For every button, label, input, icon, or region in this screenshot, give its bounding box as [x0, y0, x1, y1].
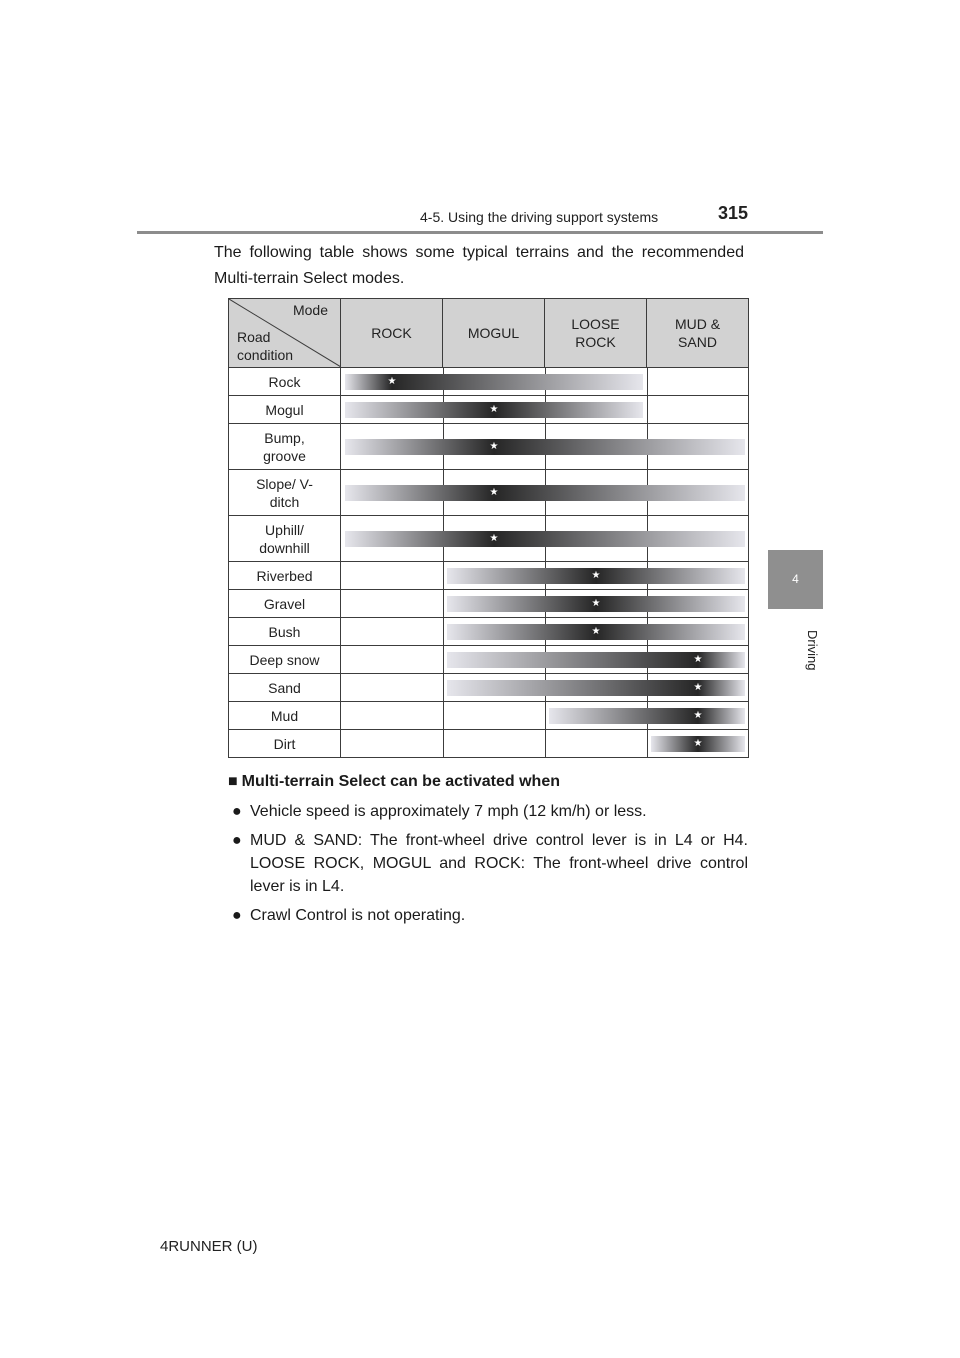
condition-cell — [229, 516, 341, 562]
table-body — [229, 368, 749, 758]
column-divider — [647, 368, 648, 395]
mode-range-bar — [447, 596, 745, 612]
mode-header-label: MUD & SAND — [674, 316, 721, 350]
table-row — [229, 424, 749, 470]
page-number: 315 — [718, 203, 749, 223]
column-divider — [545, 702, 546, 729]
condition-cell — [229, 674, 341, 702]
mode-header-rock — [341, 299, 443, 368]
mode-header-label: ROCK — [371, 325, 412, 341]
square-marker-icon: ■ — [228, 773, 238, 790]
mode-range-bar — [345, 531, 745, 547]
condition-label: Riverbed — [256, 567, 313, 584]
recommended-star-icon: ★ — [591, 597, 601, 609]
recommended-star-icon: ★ — [693, 737, 703, 749]
mode-range-bar — [447, 652, 745, 668]
mode-range-cell — [341, 618, 749, 646]
mode-range-cell — [341, 470, 749, 516]
note-bullet-text: MUD & SAND: The front-wheel drive control lever is in L4 or H4. LOOSE ROCK, MOGUL and ROCK: The front-wheel drive control lever is in L4. — [250, 832, 748, 895]
activation-notes — [228, 770, 748, 927]
column-divider — [647, 730, 648, 757]
condition-label: Deep snow — [249, 651, 320, 668]
table-row — [229, 730, 749, 758]
condition-label: Sand — [268, 679, 301, 696]
mode-range-bar — [345, 485, 745, 501]
table-row — [229, 702, 749, 730]
column-divider — [647, 396, 648, 423]
mode-range-cell — [341, 730, 749, 758]
mode-range-bar — [345, 374, 643, 390]
condition-cell — [229, 730, 341, 758]
column-divider — [443, 702, 444, 729]
recommended-star-icon: ★ — [489, 532, 499, 544]
table-corner-cell — [229, 299, 341, 368]
column-divider — [545, 730, 546, 757]
mode-range-bar — [651, 736, 745, 752]
note-bullet — [228, 829, 748, 898]
mode-range-cell — [341, 396, 749, 424]
condition-label: Slope/ V-ditch — [256, 475, 313, 510]
condition-cell — [229, 396, 341, 424]
column-divider — [443, 730, 444, 757]
mode-range-cell — [341, 646, 749, 674]
condition-label: Mogul — [265, 401, 304, 418]
condition-cell — [229, 470, 341, 516]
column-divider — [443, 618, 444, 645]
mode-range-bar — [447, 568, 745, 584]
mode-header-label: MOGUL — [467, 325, 520, 341]
mode-range-cell — [341, 562, 749, 590]
notes-heading — [228, 770, 748, 794]
table-row — [229, 396, 749, 424]
intro-paragraph: The following table shows some typical terrains and the recommended Multi-terrain Select modes. — [214, 244, 744, 287]
condition-cell — [229, 646, 341, 674]
bullet-icon: ● — [232, 803, 242, 820]
table-row — [229, 646, 749, 674]
mode-range-bar — [447, 624, 745, 640]
mode-range-cell — [341, 674, 749, 702]
note-bullet-text: Vehicle speed is approximately 7 mph (12 km/h) or less. — [250, 803, 647, 820]
condition-label: Uphill/ downhill — [259, 521, 310, 556]
condition-label: Mud — [270, 707, 299, 724]
recommended-star-icon: ★ — [591, 625, 601, 637]
condition-cell — [229, 702, 341, 730]
condition-cell — [229, 368, 341, 396]
recommended-star-icon: ★ — [489, 440, 499, 452]
condition-cell — [229, 618, 341, 646]
column-divider — [443, 646, 444, 673]
mode-header-label: LOOSE ROCK — [571, 316, 620, 350]
header-divider — [137, 231, 823, 234]
condition-label: Bush — [268, 623, 301, 640]
column-divider — [443, 674, 444, 701]
chapter-tab: 4 — [768, 550, 823, 609]
table-row — [229, 618, 749, 646]
condition-label: Bump, groove — [263, 429, 306, 464]
table-header-row — [229, 299, 749, 368]
mode-range-bar — [345, 402, 643, 418]
note-bullet — [228, 904, 748, 927]
mode-header-mogul — [443, 299, 545, 368]
section-title: 4-5. Using the driving support systems — [420, 209, 659, 225]
mode-range-cell — [341, 424, 749, 470]
condition-cell — [229, 562, 341, 590]
column-divider — [443, 590, 444, 617]
table-row — [229, 562, 749, 590]
condition-cell — [229, 590, 341, 618]
model-footer: 4RUNNER (U) — [160, 1238, 258, 1255]
mode-range-bar — [549, 708, 745, 724]
condition-label: Dirt — [273, 735, 296, 752]
condition-label: Gravel — [263, 595, 306, 612]
recommended-star-icon: ★ — [693, 681, 703, 693]
mode-range-cell — [341, 516, 749, 562]
mode-range-cell — [341, 702, 749, 730]
condition-cell — [229, 424, 341, 470]
table-row — [229, 674, 749, 702]
chapter-label: Driving — [805, 629, 820, 671]
recommended-star-icon: ★ — [489, 403, 499, 415]
column-divider — [443, 562, 444, 589]
mode-header-loose-rock — [545, 299, 647, 368]
table-row — [229, 516, 749, 562]
bullet-icon: ● — [232, 907, 242, 924]
table-row — [229, 590, 749, 618]
recommended-star-icon: ★ — [387, 375, 397, 387]
mode-range-cell — [341, 368, 749, 396]
note-bullet-text: Crawl Control is not operating. — [250, 907, 466, 924]
terrain-mode-table — [228, 298, 749, 758]
mode-range-bar — [447, 680, 745, 696]
corner-condition-text: Road condition — [237, 329, 294, 363]
table-row — [229, 368, 749, 396]
mode-range-bar — [345, 439, 745, 455]
notes-heading-text: Multi-terrain Select can be activated when — [241, 773, 560, 790]
recommended-star-icon: ★ — [693, 653, 703, 665]
recommended-star-icon: ★ — [489, 486, 499, 498]
table-row — [229, 470, 749, 516]
mode-range-cell — [341, 590, 749, 618]
recommended-star-icon: ★ — [591, 569, 601, 581]
mode-header-mud-sand — [647, 299, 749, 368]
corner-condition-label — [237, 328, 309, 364]
corner-mode-label: Mode — [292, 302, 328, 318]
note-bullet — [228, 800, 748, 823]
recommended-star-icon: ★ — [693, 709, 703, 721]
condition-label: Rock — [268, 373, 301, 390]
bullet-icon: ● — [232, 832, 242, 849]
